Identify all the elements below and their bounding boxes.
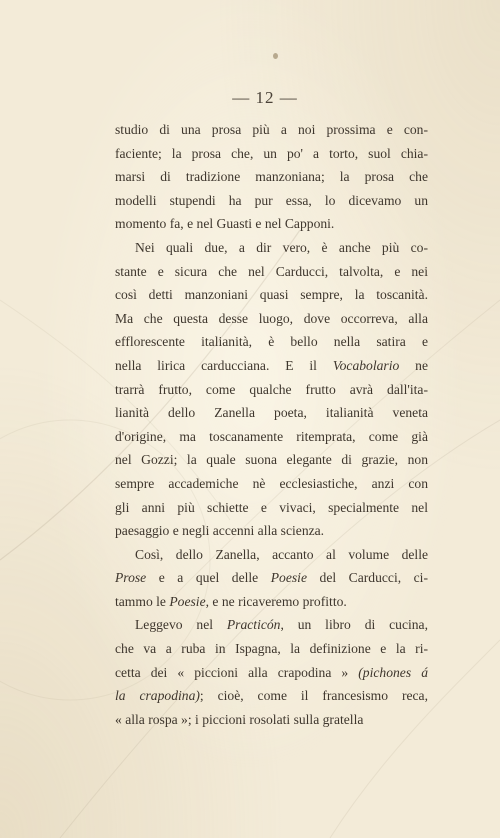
text-run: , e ne ricaveremo profitto. (205, 593, 347, 609)
text-run: marsi di tradizione manzoniana; la prosa che (115, 169, 428, 185)
text-line (115, 496, 428, 520)
text-line (115, 401, 428, 425)
ink-spot (273, 53, 278, 59)
text-line (115, 212, 428, 236)
paragraph (115, 236, 428, 543)
text-run: Leggevo nel (135, 617, 227, 633)
text-run: paesaggio e negli accenni alla scienza. (115, 523, 325, 539)
text-line (115, 613, 428, 637)
text-run: Nei quali due, a dir vero, è anche più co- (135, 239, 428, 255)
text-run: « alla rospa »; i piccioni rosolati sulla gratella (115, 711, 364, 727)
text-line (115, 684, 428, 708)
text-line (115, 142, 428, 166)
text-line (115, 637, 428, 661)
text-run: studio di una prosa più a noi prossima e con- (115, 122, 428, 137)
text-line (115, 354, 428, 378)
italic-text: Practicón (226, 617, 281, 633)
paragraph (115, 543, 428, 614)
text-run: ; cioè, come il francesismo reca, (199, 688, 428, 704)
text-run: che va a ruba in Ispagna, la definizione e la ri- (115, 641, 428, 657)
body-text (115, 118, 428, 731)
italic-text: Vocabolario (332, 357, 400, 373)
text-run: così detti manzoniani quasi sempre, la toscanità. (115, 287, 428, 303)
text-line (115, 661, 428, 685)
text-line (115, 590, 428, 614)
text-run: , un libro di cucina, (280, 617, 428, 633)
text-line (115, 566, 428, 590)
text-line (115, 118, 428, 142)
text-line (115, 519, 428, 543)
text-run: d'origine, ma toscanamente ritemprata, come già (115, 428, 428, 444)
text-run: lianità dello Zanella poeta, italianità veneta (115, 405, 428, 421)
italic-text: Poesie (270, 570, 307, 586)
text-run: Così, dello Zanella, accanto al volume delle (135, 546, 428, 562)
text-line (115, 236, 428, 260)
text-run: e a quel delle (146, 570, 271, 586)
text-run: del Carducci, ci- (307, 570, 428, 586)
text-run: modelli stupendi ha pur essa, lo dicevamo un (115, 192, 428, 208)
text-run: nella lirica carducciana. E il (115, 357, 333, 373)
italic-text: (pichones á (358, 664, 428, 680)
text-run: efflorescente italianità, è bello nella satira e (115, 334, 428, 350)
text-run: trarrà frutto, come qualche frutto avrà dall'ita- (115, 381, 428, 397)
text-run: sempre accademiche nè ecclesiastiche, anzi con (115, 475, 428, 491)
page-number: — 12 — (232, 88, 298, 107)
text-line (115, 708, 428, 732)
text-run: faciente; la prosa che, un po' a torto, suol chia- (115, 145, 428, 161)
italic-text: Prose (115, 570, 147, 586)
text-run: Ma che questa desse luogo, dove occorreva, alla (115, 310, 428, 326)
text-line (115, 378, 428, 402)
text-run: stante e sicura che nel Carducci, talvolta, e nei (115, 263, 428, 279)
text-run: nel Gozzi; la quale suona elegante di grazie, non (115, 452, 428, 468)
text-run: cetta dei « piccioni alla crapodina » (115, 664, 359, 680)
text-line (115, 543, 428, 567)
text-line (115, 260, 428, 284)
text-line (115, 283, 428, 307)
text-run: ne (399, 357, 428, 373)
paragraph (115, 118, 428, 236)
text-line (115, 165, 428, 189)
text-line (115, 307, 428, 331)
text-line (115, 448, 428, 472)
text-line (115, 330, 428, 354)
text-line (115, 189, 428, 213)
text-run: gli anni più schiette e vivaci, specialmente nel (115, 499, 428, 515)
paragraph (115, 613, 428, 731)
text-run: momento fa, e nel Guasti e nel Capponi. (115, 216, 335, 232)
text-line (115, 425, 428, 449)
text-line (115, 472, 428, 496)
italic-text: Poesie (169, 593, 206, 609)
text-run: tammo le (115, 593, 170, 609)
italic-text: la crapodina) (115, 688, 200, 704)
